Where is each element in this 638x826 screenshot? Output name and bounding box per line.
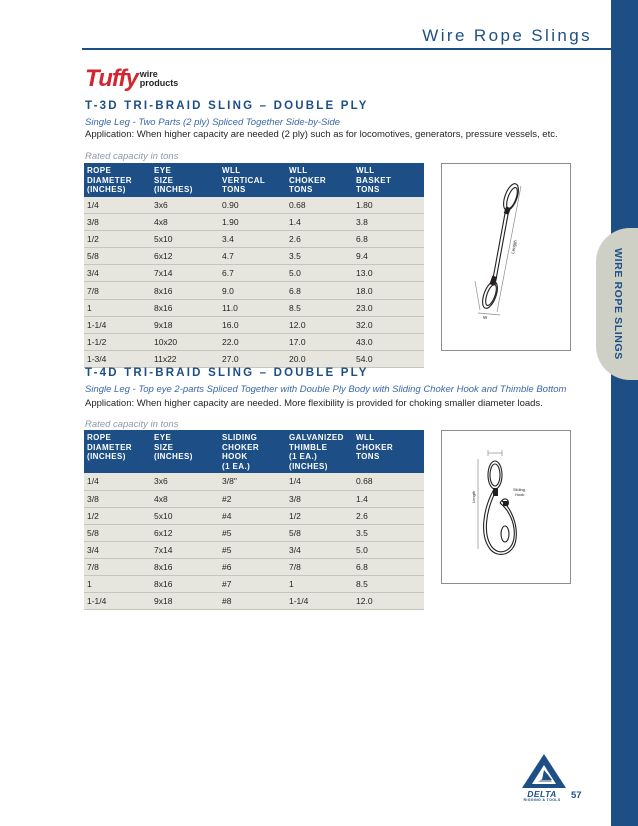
table-cell: 43.0 <box>354 333 424 350</box>
column-header-line: WLL <box>356 433 375 442</box>
header-divider <box>82 48 611 50</box>
col-header-sliding-choker-hook <box>220 430 287 473</box>
column-header-line: TONS <box>222 185 246 194</box>
table-cell: 3/8" <box>220 473 287 490</box>
col-header-wll-basket <box>354 163 424 197</box>
table-cell: 7/8 <box>84 558 152 575</box>
table-cell: 8x16 <box>152 282 220 299</box>
table-row <box>84 593 424 610</box>
table-cell: 32.0 <box>354 316 424 333</box>
table-cell: 1.80 <box>354 197 424 214</box>
table-cell: 1/4 <box>84 197 152 214</box>
column-header-line: BASKET <box>356 175 392 185</box>
column-header-line: SLIDING <box>222 433 258 442</box>
section-application-t3d: Application: When higher capacity are needed (2 ply) such as for locomotives, generators, pressure vessels, etc. <box>85 129 558 140</box>
table-row <box>84 473 424 490</box>
rated-capacity-label-t4d: Rated capacity in tons <box>85 419 179 430</box>
page-title: Wire Rope Slings <box>422 26 592 45</box>
col-header-galvanized-thimble <box>287 430 354 473</box>
column-header-line: (1 EA.) (INCHES) <box>289 452 328 471</box>
column-header-line: GALVANIZED <box>289 433 344 442</box>
table-cell: 1 <box>84 576 152 593</box>
table-row <box>84 214 424 231</box>
table-cell: 1.4 <box>287 214 354 231</box>
column-header-line: DIAMETER <box>87 175 132 185</box>
table-cell: 1-1/4 <box>287 593 354 610</box>
diagram-length-label: Length <box>471 490 476 503</box>
table-cell: #2 <box>220 490 287 507</box>
table-cell: 5/8 <box>84 248 152 265</box>
column-header-line: WLL <box>222 166 241 175</box>
table-cell: 6.8 <box>287 282 354 299</box>
table-cell: 9.0 <box>220 282 287 299</box>
table-cell: 5x10 <box>152 231 220 248</box>
table-row <box>84 248 424 265</box>
table-cell: 1-1/2 <box>84 333 152 350</box>
table-row <box>84 524 424 541</box>
table-cell: 17.0 <box>287 333 354 350</box>
table-cell: 18.0 <box>354 282 424 299</box>
table-cell: 7x14 <box>152 541 220 558</box>
table-row <box>84 576 424 593</box>
table-cell: 1 <box>84 299 152 316</box>
table-row <box>84 316 424 333</box>
column-header-line: (1 EA.) <box>222 461 251 471</box>
table-row <box>84 490 424 507</box>
column-header-line: EYE <box>154 166 172 175</box>
table-cell: 1/2 <box>84 231 152 248</box>
table-cell: 10x20 <box>152 333 220 350</box>
table-cell: 8.5 <box>354 576 424 593</box>
table-cell: 3.5 <box>354 524 424 541</box>
column-header-line: (INCHES) <box>154 452 193 461</box>
table-cell: 7/8 <box>287 558 354 575</box>
table-cell: 12.0 <box>287 316 354 333</box>
column-header-line: CHOKER <box>356 442 394 452</box>
brand-sidebar <box>611 0 638 826</box>
logo-subtext: wire products <box>139 69 179 88</box>
table-cell: 7/8 <box>84 282 152 299</box>
table-row <box>84 558 424 575</box>
table-cell: 4.7 <box>220 248 287 265</box>
table-cell: 27.0 <box>220 350 287 367</box>
table-cell: 5x10 <box>152 507 220 524</box>
col-header-wll-vertical <box>220 163 287 197</box>
column-header-line: CHOKER HOOK <box>222 442 260 461</box>
table-cell: 9.4 <box>354 248 424 265</box>
table-cell: 3/4 <box>84 541 152 558</box>
section-side-tab[interactable] <box>596 228 638 380</box>
table-cell: 4x8 <box>152 214 220 231</box>
column-header-line: (INCHES) <box>87 452 126 461</box>
table-cell: 3/4 <box>84 265 152 282</box>
table-cell: 9x18 <box>152 593 220 610</box>
table-cell: 12.0 <box>354 593 424 610</box>
section-title-t3d: T-3D TRI-BRAID SLING – DOUBLE PLY <box>85 100 369 112</box>
table-cell: 0.68 <box>287 197 354 214</box>
table-cell: 1-3/4 <box>84 350 152 367</box>
table-cell: 2.6 <box>287 231 354 248</box>
table-cell: 3/8 <box>287 490 354 507</box>
column-header-line: (INCHES) <box>87 185 126 194</box>
table-cell: 0.90 <box>220 197 287 214</box>
section-subtitle-t3d: Single Leg - Two Parts (2 ply) Spliced Together Side-by-Side <box>85 117 341 128</box>
table-cell: 3/8 <box>84 490 152 507</box>
table-cell: 8.5 <box>287 299 354 316</box>
diagram-sliding-label: Sliding <box>513 487 526 492</box>
table-row <box>84 541 424 558</box>
column-header-line: CHOKER <box>289 175 327 185</box>
table-cell: 6.8 <box>354 231 424 248</box>
table-header-row <box>84 430 424 473</box>
col-header-wll-choker <box>354 430 424 473</box>
table-cell: #4 <box>220 507 287 524</box>
table-cell: 11x22 <box>152 350 220 367</box>
table-row <box>84 282 424 299</box>
table-cell: 11.0 <box>220 299 287 316</box>
column-header-line: TONS <box>356 185 380 194</box>
table-cell: 1 <box>287 576 354 593</box>
delta-brand-tagline: RIGGING & TOOLS <box>523 798 561 802</box>
table-cell: 4x8 <box>152 490 220 507</box>
table-cell: #5 <box>220 524 287 541</box>
section-title-t4d: T-4D TRI-BRAID SLING – DOUBLE PLY <box>85 367 369 379</box>
table-row <box>84 507 424 524</box>
table-cell: 5/8 <box>287 524 354 541</box>
section-application-t4d: Application: When higher capacity are needed. More flexibility is provided for choking smaller diameter loads. <box>85 398 543 409</box>
table-cell: 6x12 <box>152 248 220 265</box>
page-number: 57 <box>571 790 582 801</box>
diagram-hook-label: Hook <box>515 492 525 497</box>
table-cell: 3.8 <box>354 214 424 231</box>
col-header-wll-choker <box>287 163 354 197</box>
tuffy-logo <box>85 64 178 90</box>
column-header-line: EYE <box>154 433 172 442</box>
column-header-line: WLL <box>289 166 308 175</box>
table-cell: 1-1/4 <box>84 316 152 333</box>
table-row <box>84 299 424 316</box>
sling-diagram-t4d <box>441 430 571 584</box>
table-cell: 23.0 <box>354 299 424 316</box>
table-cell: 3.4 <box>220 231 287 248</box>
column-header-line: THIMBLE <box>289 442 328 452</box>
column-header-line: WLL <box>356 166 375 175</box>
table-row <box>84 333 424 350</box>
table-cell: 1/2 <box>84 507 152 524</box>
column-header-line: ROPE <box>87 433 112 442</box>
rated-capacity-label-t3d: Rated capacity in tons <box>85 151 179 162</box>
table-cell: 1/2 <box>287 507 354 524</box>
table-row <box>84 265 424 282</box>
table-row <box>84 197 424 214</box>
table-cell: 8x16 <box>152 576 220 593</box>
column-header-line: VERTICAL <box>222 175 266 185</box>
column-header-line: (INCHES) <box>154 185 193 194</box>
section-subtitle-t4d: Single Leg - Top eye 2-parts Spliced Together with Double Ply Body with Sliding Choker Hook and Thimble Bottom <box>85 384 567 395</box>
column-header-line: ROPE <box>87 166 112 175</box>
table-row <box>84 350 424 367</box>
table-cell: 20.0 <box>287 350 354 367</box>
table-cell: 7x14 <box>152 265 220 282</box>
table-cell: 1/4 <box>84 473 152 490</box>
column-header-line: TONS <box>289 185 313 194</box>
col-header-eye-size <box>152 163 220 197</box>
table-cell: 5/8 <box>84 524 152 541</box>
table-header-row <box>84 163 424 197</box>
table-cell: 6.8 <box>354 558 424 575</box>
delta-brand-name: DELTA <box>527 789 557 799</box>
table-cell: 13.0 <box>354 265 424 282</box>
table-cell: 3/8 <box>84 214 152 231</box>
col-header-rope-diameter <box>84 163 152 197</box>
table-cell: 3.5 <box>287 248 354 265</box>
table-cell: 5.0 <box>354 541 424 558</box>
column-header-line: TONS <box>356 452 380 461</box>
table-cell: 3x6 <box>152 197 220 214</box>
table-cell: 8x16 <box>152 299 220 316</box>
diagram-width-label: W <box>483 315 488 320</box>
table-cell: 22.0 <box>220 333 287 350</box>
table-row <box>84 231 424 248</box>
column-header-line: SIZE <box>154 175 174 185</box>
table-cell: 54.0 <box>354 350 424 367</box>
column-header-line: DIAMETER <box>87 442 132 452</box>
table-cell: 8x16 <box>152 558 220 575</box>
table-cell: 1/4 <box>287 473 354 490</box>
table-cell: 1-1/4 <box>84 593 152 610</box>
diagram-length-label: Length <box>510 239 518 255</box>
capacity-table-t3d <box>84 163 424 368</box>
capacity-table-t4d <box>84 430 424 610</box>
table-cell: 6.7 <box>220 265 287 282</box>
table-cell: 2.6 <box>354 507 424 524</box>
table-cell: #8 <box>220 593 287 610</box>
choker-sling-illustration <box>442 431 570 583</box>
col-header-eye-size <box>152 430 220 473</box>
table-cell: 6x12 <box>152 524 220 541</box>
table-cell: 5.0 <box>287 265 354 282</box>
table-cell: 0.68 <box>354 473 424 490</box>
table-cell: 16.0 <box>220 316 287 333</box>
table-cell: #7 <box>220 576 287 593</box>
table-cell: 3x6 <box>152 473 220 490</box>
sling-diagram-t3d <box>441 163 571 351</box>
logo-wordmark: Tuffy <box>85 65 138 92</box>
column-header-line: SIZE <box>154 442 174 452</box>
double-ply-sling-illustration <box>442 164 570 350</box>
table-cell: #5 <box>220 541 287 558</box>
table-cell: 1.4 <box>354 490 424 507</box>
table-cell: #6 <box>220 558 287 575</box>
table-cell: 1.90 <box>220 214 287 231</box>
col-header-rope-diameter <box>84 430 152 473</box>
table-cell: 3/4 <box>287 541 354 558</box>
side-tab-label: WIRE ROPE SLINGS <box>612 248 625 360</box>
table-cell: 9x18 <box>152 316 220 333</box>
